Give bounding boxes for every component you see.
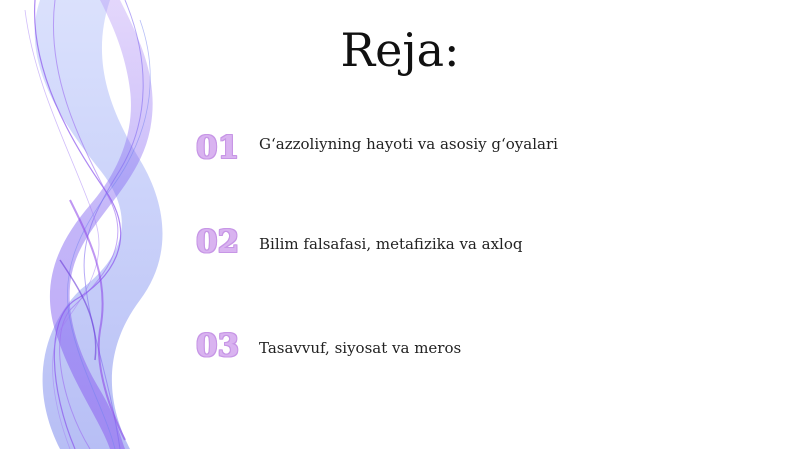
agenda-number-1: 01 — [196, 130, 240, 166]
agenda-item-1 — [196, 128, 756, 178]
agenda-number-2: 02 — [196, 224, 240, 260]
agenda-item-2 — [196, 222, 756, 272]
agenda-item-3 — [196, 326, 756, 376]
agenda-text-3: Tasavvuf, siyosat va meros — [259, 339, 462, 357]
slide-title: Reja: — [340, 23, 460, 77]
agenda-number-3: 03 — [196, 328, 240, 364]
smoke-wave-decoration — [0, 0, 200, 449]
agenda-text-1: G‘azzoliyning hayoti va asosiy g‘oyalari — [259, 135, 558, 153]
agenda-text-2: Bilim falsafasi, metafizika va axloq — [259, 235, 523, 253]
